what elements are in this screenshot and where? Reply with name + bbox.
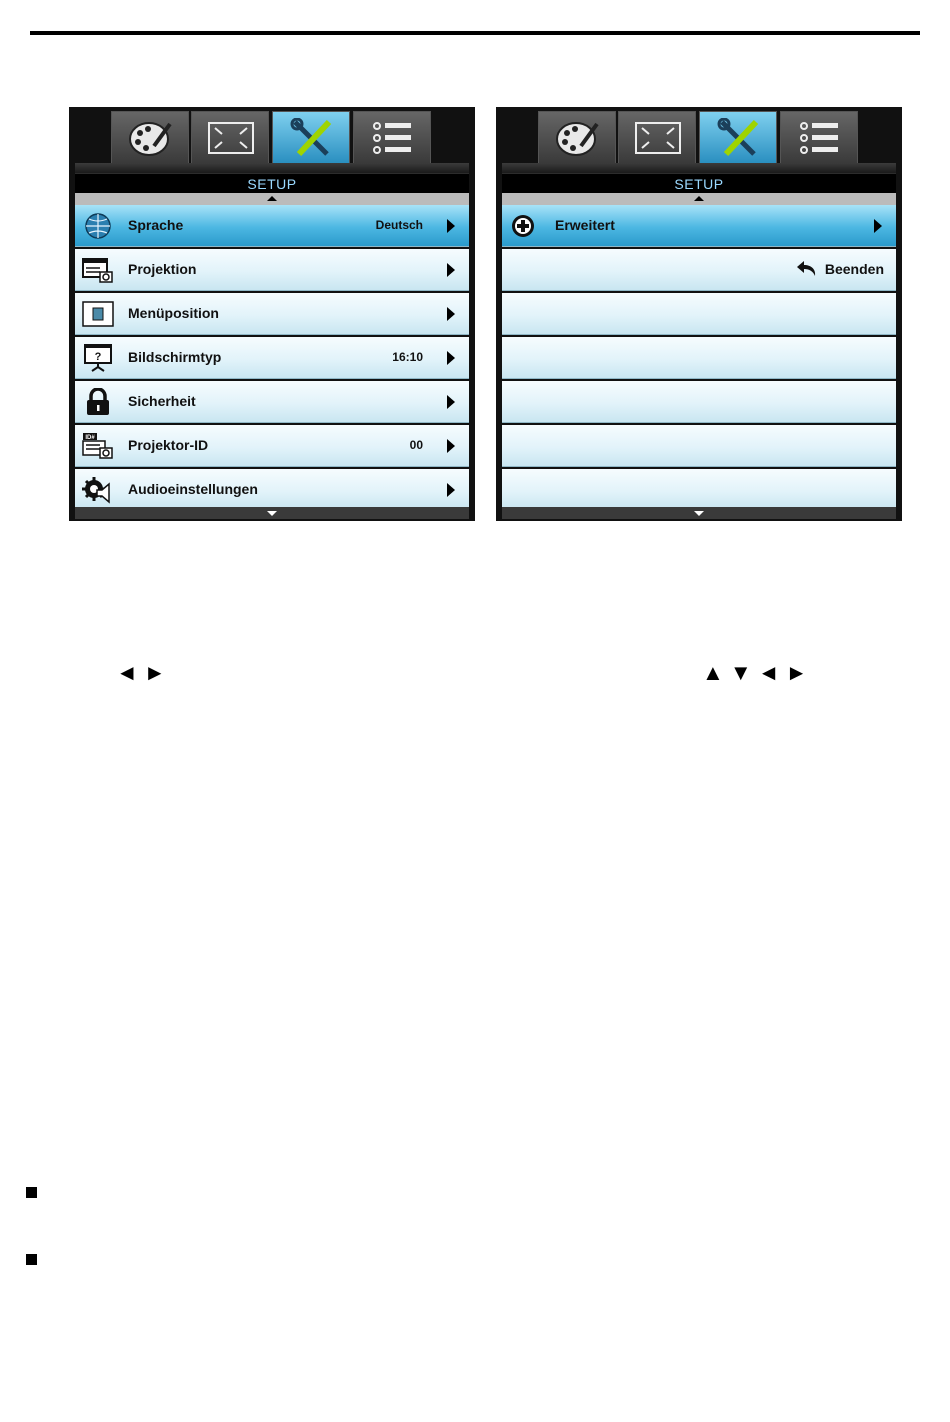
options-list-icon bbox=[795, 118, 845, 158]
menu-item-empty bbox=[502, 425, 896, 467]
menu-item-projektion[interactable]: Projektion bbox=[75, 249, 469, 291]
screen-type-icon bbox=[82, 344, 114, 372]
tab-band bbox=[502, 163, 896, 173]
screen-resize-icon bbox=[633, 118, 683, 158]
menu-item-sicherheit[interactable]: Sicherheit bbox=[75, 381, 469, 423]
palette-icon bbox=[553, 118, 603, 158]
options-list-icon bbox=[368, 118, 418, 158]
plus-circle-icon bbox=[509, 212, 541, 240]
setup-tools-icon bbox=[287, 118, 337, 158]
tab-display[interactable] bbox=[191, 111, 269, 164]
projection-icon bbox=[82, 256, 114, 284]
nav-keys-right: ▲ ▼ ◄ ► bbox=[702, 660, 808, 685]
chevron-right-icon bbox=[447, 219, 455, 233]
menu-item-menuposition[interactable]: Menüposition bbox=[75, 293, 469, 335]
menu-item-empty bbox=[502, 293, 896, 335]
tab-image[interactable] bbox=[111, 111, 189, 164]
svg-text:ID#: ID# bbox=[85, 435, 95, 441]
menu-list bbox=[75, 205, 469, 513]
svg-text:?: ? bbox=[94, 351, 102, 363]
menu-item-erweitert[interactable]: Erweitert bbox=[502, 205, 896, 247]
osd-menu-left bbox=[69, 107, 475, 521]
tab-options[interactable] bbox=[353, 111, 431, 164]
menu-position-icon bbox=[82, 300, 114, 328]
chevron-right-icon bbox=[874, 219, 882, 233]
menu-item-bildschirmtyp[interactable]: ? Bildschirmtyp 16:10 bbox=[75, 337, 469, 379]
menu-item-empty bbox=[502, 337, 896, 379]
exit-button[interactable]: Beenden bbox=[795, 249, 884, 290]
tab-bar bbox=[496, 107, 902, 163]
menu-item-projektor-id[interactable]: ID# Projektor-ID 00 bbox=[75, 425, 469, 467]
nav-keys-left: ◄ ► bbox=[116, 660, 166, 685]
menu-list bbox=[502, 205, 896, 513]
menu-item-sprache[interactable]: Sprache Deutsch bbox=[75, 205, 469, 247]
bullet-marker bbox=[26, 1254, 37, 1265]
tab-options[interactable] bbox=[780, 111, 858, 164]
audio-settings-icon bbox=[82, 476, 114, 504]
bullet-marker bbox=[26, 1187, 37, 1198]
chevron-right-icon bbox=[447, 439, 455, 453]
chevron-right-icon bbox=[447, 395, 455, 409]
return-arrow-icon bbox=[795, 261, 817, 277]
tab-band bbox=[75, 163, 469, 173]
tab-bar bbox=[69, 107, 475, 163]
scroll-down-button[interactable] bbox=[502, 507, 896, 519]
osd-menu-right bbox=[496, 107, 902, 521]
tab-setup[interactable] bbox=[272, 111, 350, 164]
screen-resize-icon bbox=[206, 118, 256, 158]
projector-id-icon bbox=[82, 432, 114, 460]
setup-tools-icon bbox=[714, 118, 764, 158]
globe-icon bbox=[82, 212, 114, 240]
menu-title: SETUP bbox=[75, 173, 469, 194]
chevron-right-icon bbox=[447, 263, 455, 277]
scroll-down-button[interactable] bbox=[75, 507, 469, 519]
menu-title: SETUP bbox=[502, 173, 896, 194]
tab-image[interactable] bbox=[538, 111, 616, 164]
menu-item-exit[interactable] bbox=[502, 249, 896, 291]
chevron-right-icon bbox=[447, 351, 455, 365]
chevron-right-icon bbox=[447, 307, 455, 321]
lock-icon bbox=[82, 388, 114, 416]
tab-display[interactable] bbox=[618, 111, 696, 164]
tab-setup[interactable] bbox=[699, 111, 777, 164]
palette-icon bbox=[126, 118, 176, 158]
menu-item-empty bbox=[502, 469, 896, 511]
top-rule bbox=[30, 31, 920, 35]
menu-item-empty bbox=[502, 381, 896, 423]
chevron-right-icon bbox=[447, 483, 455, 497]
menu-item-audioeinstellungen[interactable]: Audioeinstellungen bbox=[75, 469, 469, 511]
